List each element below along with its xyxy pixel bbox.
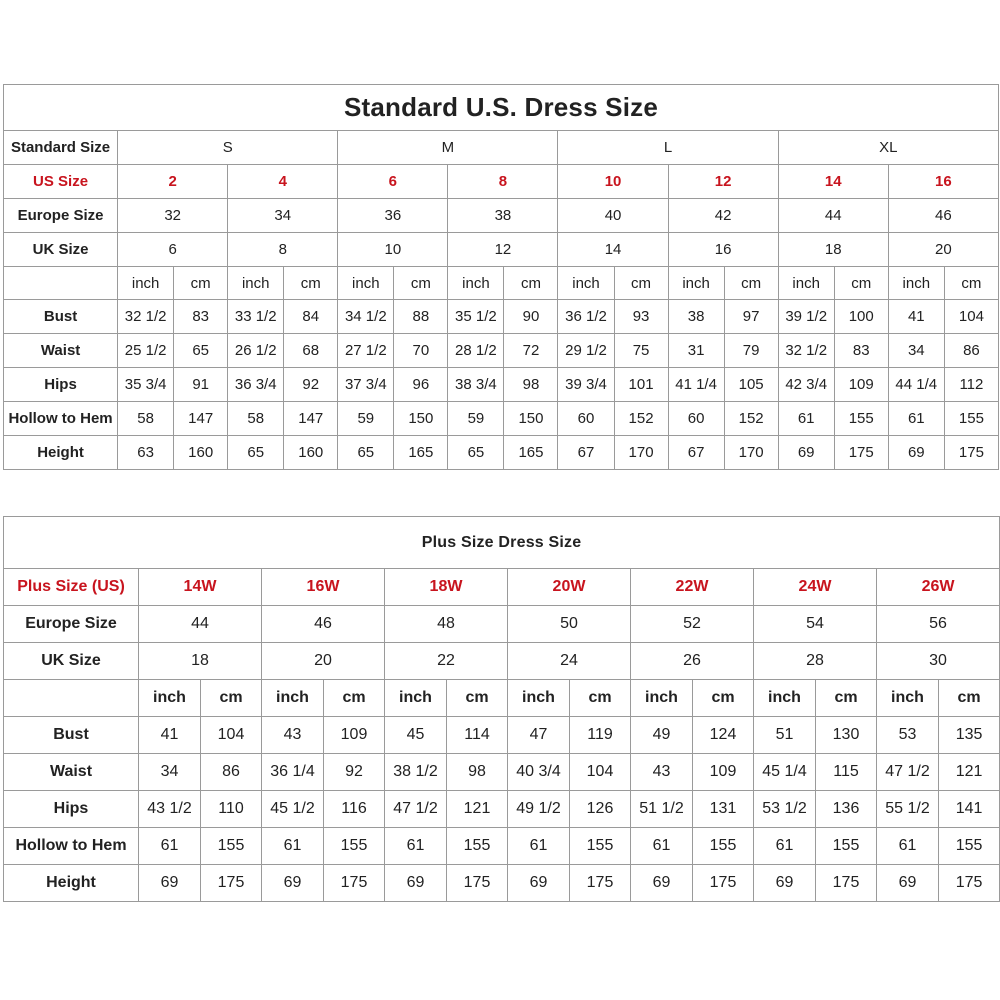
table-row [4, 334, 999, 368]
unit-inch-header: inch [888, 266, 944, 300]
measurement-value: 39 3/4 [558, 368, 614, 402]
plus-measurement-value: 61 [385, 828, 447, 865]
unit-cm-header: cm [174, 266, 228, 300]
measurement-value: 38 3/4 [448, 368, 504, 402]
unit-inch-header: inch [508, 680, 570, 717]
plus-uk-size-value: 22 [385, 643, 508, 680]
plus-europe-size-value: 50 [508, 606, 631, 643]
plus-measurement-value: 98 [447, 754, 508, 791]
measurement-value: 39 1/2 [778, 300, 834, 334]
plus-measurement-value: 116 [324, 791, 385, 828]
uk-size-value: 18 [778, 232, 888, 266]
measurement-value: 42 3/4 [778, 368, 834, 402]
measurement-value: 58 [118, 402, 174, 436]
plus-measurement-value: 175 [447, 865, 508, 902]
measurement-value: 37 3/4 [338, 368, 394, 402]
unit-cm-header: cm [324, 680, 385, 717]
unit-cm-header: cm [570, 680, 631, 717]
measurement-value: 34 1/2 [338, 300, 394, 334]
plus-measurement-value: 109 [693, 754, 754, 791]
plus-us-size-value: 20W [508, 569, 631, 606]
plus-measurement-value: 40 3/4 [508, 754, 570, 791]
plus-measurement-value: 61 [508, 828, 570, 865]
unit-inch-header: inch [118, 266, 174, 300]
plus-europe-size-value: 44 [139, 606, 262, 643]
plus-measurement-label: Waist [4, 754, 139, 791]
plus-measurement-value: 110 [201, 791, 262, 828]
plus-measurement-value: 45 [385, 717, 447, 754]
plus-measurement-value: 121 [447, 791, 508, 828]
plus-measurement-value: 155 [816, 828, 877, 865]
plus-uk-size-value: 28 [754, 643, 877, 680]
measurement-value: 61 [888, 402, 944, 436]
unit-cm-header: cm [447, 680, 508, 717]
measurement-value: 65 [338, 436, 394, 470]
plus-measurement-label: Hollow to Hem [4, 828, 139, 865]
plus-measurement-value: 175 [816, 865, 877, 902]
plus-measurement-value: 131 [693, 791, 754, 828]
plus-measurement-label: Bust [4, 717, 139, 754]
plus-us-size-value: 14W [139, 569, 262, 606]
measurement-value: 96 [394, 368, 448, 402]
standard-size-table [3, 84, 999, 470]
us-size-value: 8 [448, 164, 558, 198]
plus-measurement-value: 130 [816, 717, 877, 754]
plus-measurement-value: 49 1/2 [508, 791, 570, 828]
measurement-value: 101 [614, 368, 668, 402]
plus-uk-size-value: 26 [631, 643, 754, 680]
standard-table-title: Standard U.S. Dress Size [4, 85, 999, 131]
plus-measurement-label: Hips [4, 791, 139, 828]
measurement-value: 70 [394, 334, 448, 368]
measurement-value: 150 [504, 402, 558, 436]
measurement-value: 36 3/4 [228, 368, 284, 402]
plus-measurement-value: 135 [939, 717, 1000, 754]
plus-europe-size-label: Europe Size [4, 606, 139, 643]
us-size-value: 12 [668, 164, 778, 198]
table-row [4, 791, 1000, 828]
plus-measurement-value: 61 [877, 828, 939, 865]
measurement-value: 152 [614, 402, 668, 436]
uk-size-value: 20 [888, 232, 998, 266]
measurement-value: 59 [338, 402, 394, 436]
europe-size-value: 46 [888, 198, 998, 232]
measurement-value: 63 [118, 436, 174, 470]
unit-inch-header: inch [338, 266, 394, 300]
measurement-value: 91 [174, 368, 228, 402]
us-size-value: 6 [338, 164, 448, 198]
plus-table-title: Plus Size Dress Size [4, 517, 1000, 569]
measurement-value: 104 [944, 300, 998, 334]
plus-measurement-value: 61 [262, 828, 324, 865]
plus-measurement-value: 175 [324, 865, 385, 902]
plus-measurement-value: 155 [570, 828, 631, 865]
measurement-value: 109 [834, 368, 888, 402]
measurement-value: 170 [614, 436, 668, 470]
measurement-value: 41 1/4 [668, 368, 724, 402]
plus-uk-size-label: UK Size [4, 643, 139, 680]
measurement-value: 79 [724, 334, 778, 368]
plus-europe-size-value: 48 [385, 606, 508, 643]
plus-measurement-value: 45 1/2 [262, 791, 324, 828]
measurement-value: 83 [834, 334, 888, 368]
plus-measurement-value: 109 [324, 717, 385, 754]
measurement-value: 105 [724, 368, 778, 402]
plus-measurement-value: 69 [508, 865, 570, 902]
unit-cm-header: cm [724, 266, 778, 300]
plus-measurement-value: 41 [139, 717, 201, 754]
unit-cm-header: cm [201, 680, 262, 717]
plus-measurement-value: 104 [201, 717, 262, 754]
measurement-value: 69 [888, 436, 944, 470]
measurement-value: 165 [394, 436, 448, 470]
europe-size-value: 38 [448, 198, 558, 232]
measurement-value: 83 [174, 300, 228, 334]
europe-size-value: 34 [228, 198, 338, 232]
unit-inch-header: inch [877, 680, 939, 717]
plus-europe-size-value: 54 [754, 606, 877, 643]
measurement-value: 152 [724, 402, 778, 436]
plus-measurement-label: Height [4, 865, 139, 902]
plus-uk-size-value: 18 [139, 643, 262, 680]
table-row [4, 717, 1000, 754]
measurement-value: 86 [944, 334, 998, 368]
plus-us-size-value: 22W [631, 569, 754, 606]
standard-size-l: L [558, 131, 778, 165]
measurement-value: 67 [668, 436, 724, 470]
unit-cm-header: cm [816, 680, 877, 717]
measurement-value: 160 [174, 436, 228, 470]
plus-measurement-value: 53 [877, 717, 939, 754]
measurement-value: 93 [614, 300, 668, 334]
unit-inch-header: inch [668, 266, 724, 300]
plus-measurement-value: 34 [139, 754, 201, 791]
plus-measurement-value: 55 1/2 [877, 791, 939, 828]
plus-uk-size-value: 24 [508, 643, 631, 680]
measurement-value: 60 [558, 402, 614, 436]
plus-measurement-value: 92 [324, 754, 385, 791]
measurement-label: Height [4, 436, 118, 470]
measurement-value: 155 [834, 402, 888, 436]
plus-measurement-value: 36 1/4 [262, 754, 324, 791]
measurement-value: 67 [558, 436, 614, 470]
plus-measurement-value: 155 [693, 828, 754, 865]
measurement-value: 92 [284, 368, 338, 402]
plus-us-size-value: 24W [754, 569, 877, 606]
measurement-value: 65 [174, 334, 228, 368]
measurement-value: 147 [284, 402, 338, 436]
plus-measurement-value: 119 [570, 717, 631, 754]
measurement-value: 75 [614, 334, 668, 368]
plus-measurement-value: 61 [754, 828, 816, 865]
measurement-value: 41 [888, 300, 944, 334]
europe-size-value: 36 [338, 198, 448, 232]
plus-measurement-value: 43 [631, 754, 693, 791]
plus-measurement-value: 69 [631, 865, 693, 902]
measurement-value: 175 [834, 436, 888, 470]
measurement-value: 31 [668, 334, 724, 368]
measurement-value: 150 [394, 402, 448, 436]
plus-unit-row-label [4, 680, 139, 717]
uk-size-value: 16 [668, 232, 778, 266]
plus-measurement-value: 49 [631, 717, 693, 754]
plus-measurement-value: 115 [816, 754, 877, 791]
plus-size-table [3, 516, 1000, 902]
measurement-value: 28 1/2 [448, 334, 504, 368]
unit-inch-header: inch [778, 266, 834, 300]
measurement-value: 88 [394, 300, 448, 334]
measurement-value: 59 [448, 402, 504, 436]
unit-inch-header: inch [385, 680, 447, 717]
measurement-value: 35 3/4 [118, 368, 174, 402]
measurement-value: 165 [504, 436, 558, 470]
unit-cm-header: cm [614, 266, 668, 300]
table-row [4, 300, 999, 334]
plus-measurement-value: 51 [754, 717, 816, 754]
us-size-label: US Size [4, 164, 118, 198]
measurement-value: 25 1/2 [118, 334, 174, 368]
plus-measurement-value: 38 1/2 [385, 754, 447, 791]
measurement-value: 98 [504, 368, 558, 402]
uk-size-value: 6 [118, 232, 228, 266]
europe-size-value: 32 [118, 198, 228, 232]
plus-measurement-value: 69 [385, 865, 447, 902]
plus-uk-size-value: 20 [262, 643, 385, 680]
unit-inch-header: inch [631, 680, 693, 717]
measurement-label: Waist [4, 334, 118, 368]
plus-measurement-value: 47 1/2 [385, 791, 447, 828]
plus-measurement-value: 121 [939, 754, 1000, 791]
measurement-value: 68 [284, 334, 338, 368]
plus-measurement-value: 126 [570, 791, 631, 828]
measurement-value: 100 [834, 300, 888, 334]
measurement-value: 26 1/2 [228, 334, 284, 368]
measurement-value: 65 [448, 436, 504, 470]
us-size-value: 16 [888, 164, 998, 198]
europe-size-value: 42 [668, 198, 778, 232]
measurement-value: 84 [284, 300, 338, 334]
plus-measurement-value: 114 [447, 717, 508, 754]
plus-measurement-value: 43 1/2 [139, 791, 201, 828]
plus-measurement-value: 175 [939, 865, 1000, 902]
measurement-value: 36 1/2 [558, 300, 614, 334]
measurement-value: 175 [944, 436, 998, 470]
europe-size-label: Europe Size [4, 198, 118, 232]
uk-size-label: UK Size [4, 232, 118, 266]
plus-measurement-value: 155 [939, 828, 1000, 865]
measurement-value: 170 [724, 436, 778, 470]
plus-measurement-value: 45 1/4 [754, 754, 816, 791]
us-size-value: 4 [228, 164, 338, 198]
measurement-value: 34 [888, 334, 944, 368]
uk-size-value: 8 [228, 232, 338, 266]
us-size-value: 2 [118, 164, 228, 198]
measurement-value: 72 [504, 334, 558, 368]
us-size-value: 10 [558, 164, 668, 198]
plus-measurement-value: 61 [631, 828, 693, 865]
plus-measurement-value: 69 [139, 865, 201, 902]
unit-inch-header: inch [228, 266, 284, 300]
plus-measurement-value: 86 [201, 754, 262, 791]
plus-measurement-value: 69 [754, 865, 816, 902]
table-row [4, 436, 999, 470]
unit-cm-header: cm [504, 266, 558, 300]
table-row [4, 368, 999, 402]
plus-measurement-value: 43 [262, 717, 324, 754]
measurement-value: 69 [778, 436, 834, 470]
measurement-value: 29 1/2 [558, 334, 614, 368]
europe-size-value: 44 [778, 198, 888, 232]
measurement-value: 160 [284, 436, 338, 470]
measurement-value: 32 1/2 [118, 300, 174, 334]
plus-us-size-value: 16W [262, 569, 385, 606]
plus-europe-size-value: 46 [262, 606, 385, 643]
measurement-value: 90 [504, 300, 558, 334]
plus-measurement-value: 47 1/2 [877, 754, 939, 791]
plus-measurement-value: 175 [693, 865, 754, 902]
plus-measurement-value: 155 [201, 828, 262, 865]
unit-row-label [4, 266, 118, 300]
plus-measurement-value: 51 1/2 [631, 791, 693, 828]
unit-cm-header: cm [394, 266, 448, 300]
measurement-value: 33 1/2 [228, 300, 284, 334]
standard-size-xl: XL [778, 131, 998, 165]
unit-inch-header: inch [262, 680, 324, 717]
table-row [4, 865, 1000, 902]
plus-measurement-value: 61 [139, 828, 201, 865]
unit-inch-header: inch [139, 680, 201, 717]
us-size-value: 14 [778, 164, 888, 198]
standard-size-m: M [338, 131, 558, 165]
plus-uk-size-value: 30 [877, 643, 1000, 680]
plus-measurement-value: 136 [816, 791, 877, 828]
measurement-value: 65 [228, 436, 284, 470]
measurement-value: 61 [778, 402, 834, 436]
unit-cm-header: cm [944, 266, 998, 300]
unit-inch-header: inch [754, 680, 816, 717]
plus-us-size-label: Plus Size (US) [4, 569, 139, 606]
measurement-label: Hollow to Hem [4, 402, 118, 436]
measurement-label: Bust [4, 300, 118, 334]
plus-measurement-value: 155 [324, 828, 385, 865]
standard-size-s: S [118, 131, 338, 165]
table-row [4, 754, 1000, 791]
measurement-value: 60 [668, 402, 724, 436]
measurement-value: 35 1/2 [448, 300, 504, 334]
unit-cm-header: cm [834, 266, 888, 300]
measurement-value: 38 [668, 300, 724, 334]
measurement-value: 112 [944, 368, 998, 402]
unit-cm-header: cm [693, 680, 754, 717]
measurement-value: 44 1/4 [888, 368, 944, 402]
plus-measurement-value: 47 [508, 717, 570, 754]
plus-europe-size-value: 56 [877, 606, 1000, 643]
plus-measurement-value: 155 [447, 828, 508, 865]
plus-europe-size-value: 52 [631, 606, 754, 643]
measurement-value: 97 [724, 300, 778, 334]
plus-measurement-value: 69 [262, 865, 324, 902]
table-row [4, 402, 999, 436]
plus-measurement-value: 53 1/2 [754, 791, 816, 828]
measurement-value: 155 [944, 402, 998, 436]
uk-size-value: 10 [338, 232, 448, 266]
europe-size-value: 40 [558, 198, 668, 232]
unit-cm-header: cm [939, 680, 1000, 717]
uk-size-value: 14 [558, 232, 668, 266]
measurement-value: 58 [228, 402, 284, 436]
plus-measurement-value: 141 [939, 791, 1000, 828]
measurement-value: 147 [174, 402, 228, 436]
plus-measurement-value: 104 [570, 754, 631, 791]
measurement-value: 32 1/2 [778, 334, 834, 368]
measurement-label: Hips [4, 368, 118, 402]
standard-size-label: Standard Size [4, 131, 118, 165]
measurement-value: 27 1/2 [338, 334, 394, 368]
uk-size-value: 12 [448, 232, 558, 266]
unit-cm-header: cm [284, 266, 338, 300]
table-row [4, 828, 1000, 865]
plus-measurement-value: 175 [201, 865, 262, 902]
plus-us-size-value: 18W [385, 569, 508, 606]
plus-measurement-value: 175 [570, 865, 631, 902]
plus-measurement-value: 124 [693, 717, 754, 754]
plus-measurement-value: 69 [877, 865, 939, 902]
unit-inch-header: inch [558, 266, 614, 300]
plus-us-size-value: 26W [877, 569, 1000, 606]
unit-inch-header: inch [448, 266, 504, 300]
